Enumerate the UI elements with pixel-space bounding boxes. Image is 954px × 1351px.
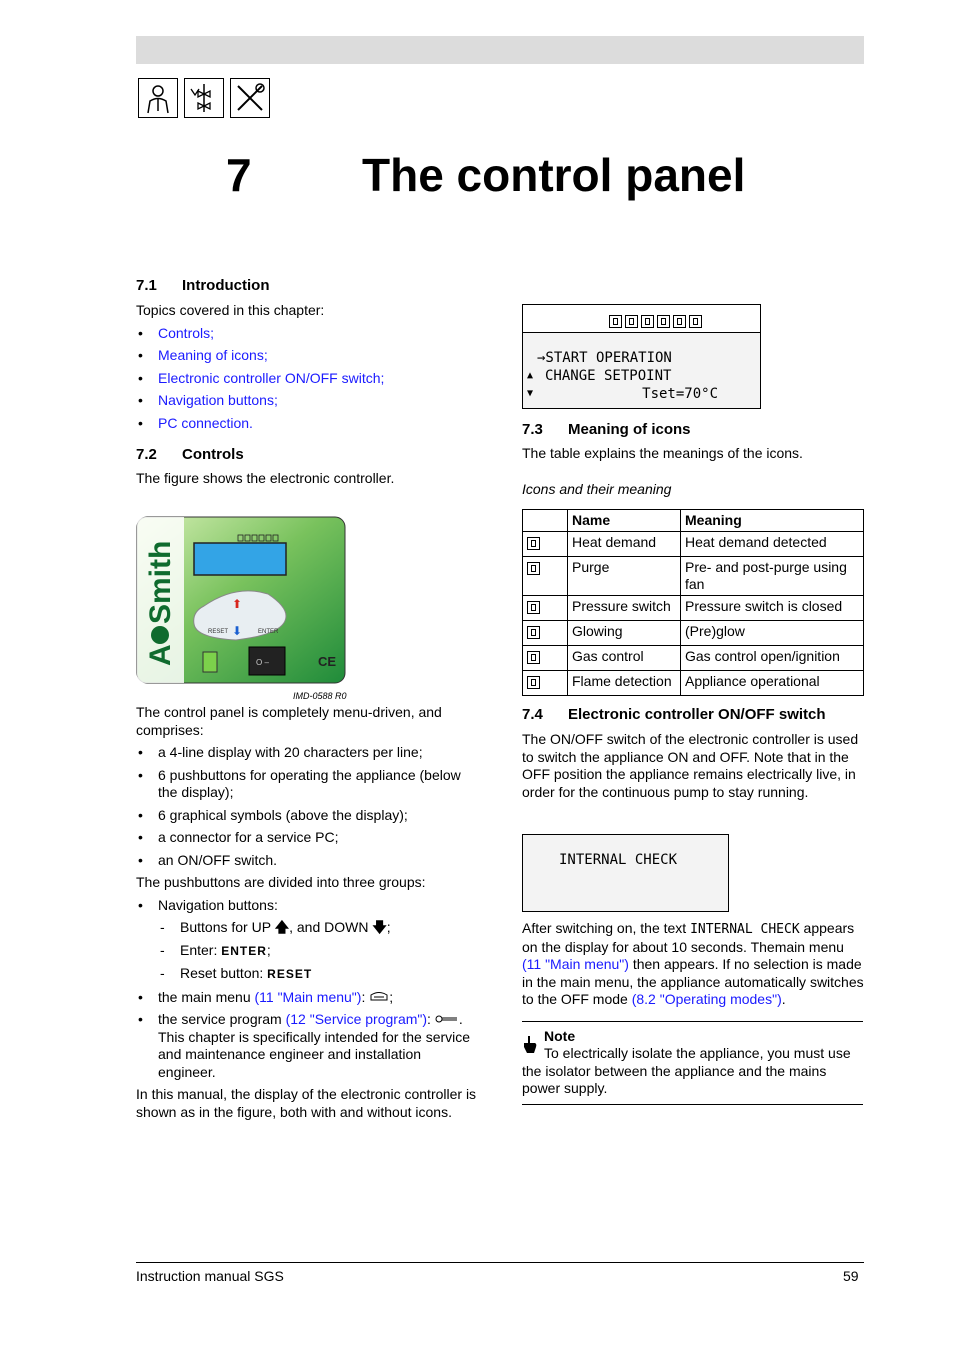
- operating-modes-link[interactable]: (8.2 "Operating modes"): [631, 991, 782, 1007]
- heat-demand-icon: [527, 537, 540, 550]
- display-main-menu: [522, 304, 761, 409]
- list-item: • the main menu (11 "Main menu"): ;: [136, 989, 478, 1007]
- glowing-icon: [657, 315, 670, 328]
- chapter-number: 7: [226, 149, 252, 201]
- table-caption: Icons and their meaning: [522, 481, 672, 497]
- note-body: To electrically isolate the appliance, you must use the isolator between the appliance and the mains power supply.: [522, 1045, 851, 1096]
- main-menu-icon: [369, 989, 389, 1005]
- onoff-body: The ON/OFF switch of the electronic controller is used to switch the appliance ON and OFF. Note that in the OFF position the appliance remains electrically live, in order for the continuous pump to stay running.: [522, 731, 859, 800]
- figure-caption: IMD-0588 R0: [293, 691, 347, 701]
- gas-control-icon: [673, 315, 686, 328]
- heading-7-4: 7.4 Electronic controller ON/OFF switch: [522, 706, 826, 723]
- column-header: Meaning: [681, 510, 864, 532]
- topic-item[interactable]: • Navigation buttons;: [136, 392, 476, 410]
- icons-lead: The table explains the meanings of the icons.: [522, 445, 803, 461]
- gas-control-icon: [527, 651, 540, 664]
- display-line-3: Tset=70°C: [642, 386, 718, 402]
- list-item: • an ON/OFF switch.: [136, 852, 478, 870]
- main-menu-link[interactable]: (11 "Main menu"): [522, 956, 629, 972]
- footer-title: Instruction manual SGS: [136, 1268, 284, 1284]
- section-introduction: [136, 302, 476, 437]
- svg-text:CE: CE: [318, 654, 337, 669]
- list-item: - Enter: ENTER;: [158, 942, 478, 961]
- heading-7-1: 7.1 Introduction: [136, 277, 270, 294]
- topic-item[interactable]: • PC connection.: [136, 415, 476, 433]
- panel-reset-label: RESET: [208, 629, 229, 635]
- note-box: [522, 1021, 863, 1105]
- audience-icons: [138, 78, 270, 118]
- list-item: - Reset button: RESET: [158, 965, 478, 984]
- list-item: • 6 graphical symbols (above the display);: [136, 807, 478, 825]
- controller-figure: [136, 516, 346, 684]
- table-header-row: [523, 510, 864, 532]
- main-menu-link[interactable]: (11 "Main menu"): [254, 988, 362, 1005]
- display-internal-check: [522, 834, 729, 912]
- svg-text:Smith: Smith: [144, 540, 177, 624]
- panel-enter-label: ENTER: [258, 629, 279, 635]
- heading-7-3: 7.3 Meaning of icons: [522, 421, 691, 438]
- heat-demand-icon: [609, 315, 622, 328]
- controls-description: [136, 704, 478, 1121]
- scroll-down-icon: ▼: [527, 388, 534, 399]
- display-line-2: CHANGE SETPOINT: [545, 368, 672, 384]
- user-icon: [138, 78, 178, 118]
- pressure-switch-icon: [641, 315, 654, 328]
- panel-switch-marks: O –: [256, 658, 269, 667]
- controls-desc: The control panel is completely menu-driven, and comprises:: [136, 704, 442, 738]
- intro-lead: Topics covered in this chapter:: [136, 302, 325, 318]
- components-list: [136, 744, 478, 869]
- svg-text:⬇: ⬇: [231, 624, 243, 638]
- chapter-title: The control panel: [362, 149, 746, 201]
- note-title: Note: [544, 1028, 576, 1044]
- heading-7-2: 7.2 Controls: [136, 446, 244, 463]
- table-row: Glowing (Pre)glow: [523, 621, 864, 646]
- flame-detection-icon: [527, 676, 540, 689]
- controls-lead: The figure shows the electronic controller.: [136, 470, 395, 486]
- scroll-up-icon: ▲: [527, 370, 534, 381]
- page-number: 59: [843, 1268, 859, 1284]
- table-row: Pressure switch Pressure switch is closed: [523, 596, 864, 621]
- display-text: INTERNAL CHECK: [559, 852, 678, 868]
- pressure-switch-icon: [527, 601, 540, 614]
- icons-table: [522, 509, 864, 696]
- svg-text:⬆: ⬆: [231, 597, 243, 611]
- topic-item[interactable]: • Controls;: [136, 325, 476, 343]
- after-switch-text: After switching on, the text INTERNAL CHECK appears on the display for about 10 seconds. Themain menu (11 "Main menu") then appears. If no selection is made in the main menu, the appliance automatically switches to the OFF mode (8.2 "Operating modes").: [522, 920, 864, 1007]
- flame-detection-icon: [689, 315, 702, 328]
- list-item: - Buttons for UP 🡅, and DOWN 🡇;: [158, 919, 478, 937]
- groups-lead: The pushbuttons are divided into three groups:: [136, 874, 426, 890]
- display-icon-row: [523, 305, 760, 333]
- list-item: • 6 pushbuttons for operating the appliance (below the display);: [136, 767, 478, 802]
- list-item: • a 4-line display with 20 characters per line;: [136, 744, 478, 762]
- table-row: Purge Pre- and post-purge using fan: [523, 557, 864, 596]
- topic-item[interactable]: • Electronic controller ON/OFF switch;: [136, 370, 476, 388]
- list-item: • Navigation buttons: - Buttons for UP 🡅, and DOWN 🡇; - Enter: ENTER; - Reset button: RESET: [136, 897, 478, 984]
- service-tools-icon: [230, 78, 270, 118]
- topic-item[interactable]: • Meaning of icons;: [136, 347, 476, 365]
- table-row: Heat demand Heat demand detected: [523, 532, 864, 557]
- display-line-1: →START OPERATION: [537, 350, 672, 366]
- column-header: Name: [568, 510, 681, 532]
- arrow-up-icon: 🡅: [274, 919, 290, 935]
- purge-icon: [527, 562, 540, 575]
- service-program-link[interactable]: (12 "Service program"): [285, 1011, 428, 1027]
- list-item: • the service program (12 "Service program"): . This chapter is specifically intended for the service and maintenance engineer and installation engineer.: [136, 1011, 478, 1081]
- header-bar: [136, 36, 864, 64]
- table-row: Flame detection Appliance operational: [523, 671, 864, 696]
- arrow-down-icon: 🡇: [372, 919, 387, 935]
- svg-text:A: A: [144, 644, 177, 666]
- glowing-icon: [527, 626, 540, 639]
- groups-list: [136, 897, 478, 1082]
- list-item: • a connector for a service PC;: [136, 829, 478, 847]
- topics-list: [136, 325, 476, 433]
- purge-icon: [625, 315, 638, 328]
- closing-text: In this manual, the display of the electronic controller is shown as in the figure, both with and without icons.: [136, 1086, 477, 1120]
- installer-valve-icon: [184, 78, 224, 118]
- wrench-icon: [435, 1011, 459, 1027]
- footer-rule: [136, 1262, 864, 1263]
- table-row: Gas control Gas control open/ignition: [523, 646, 864, 671]
